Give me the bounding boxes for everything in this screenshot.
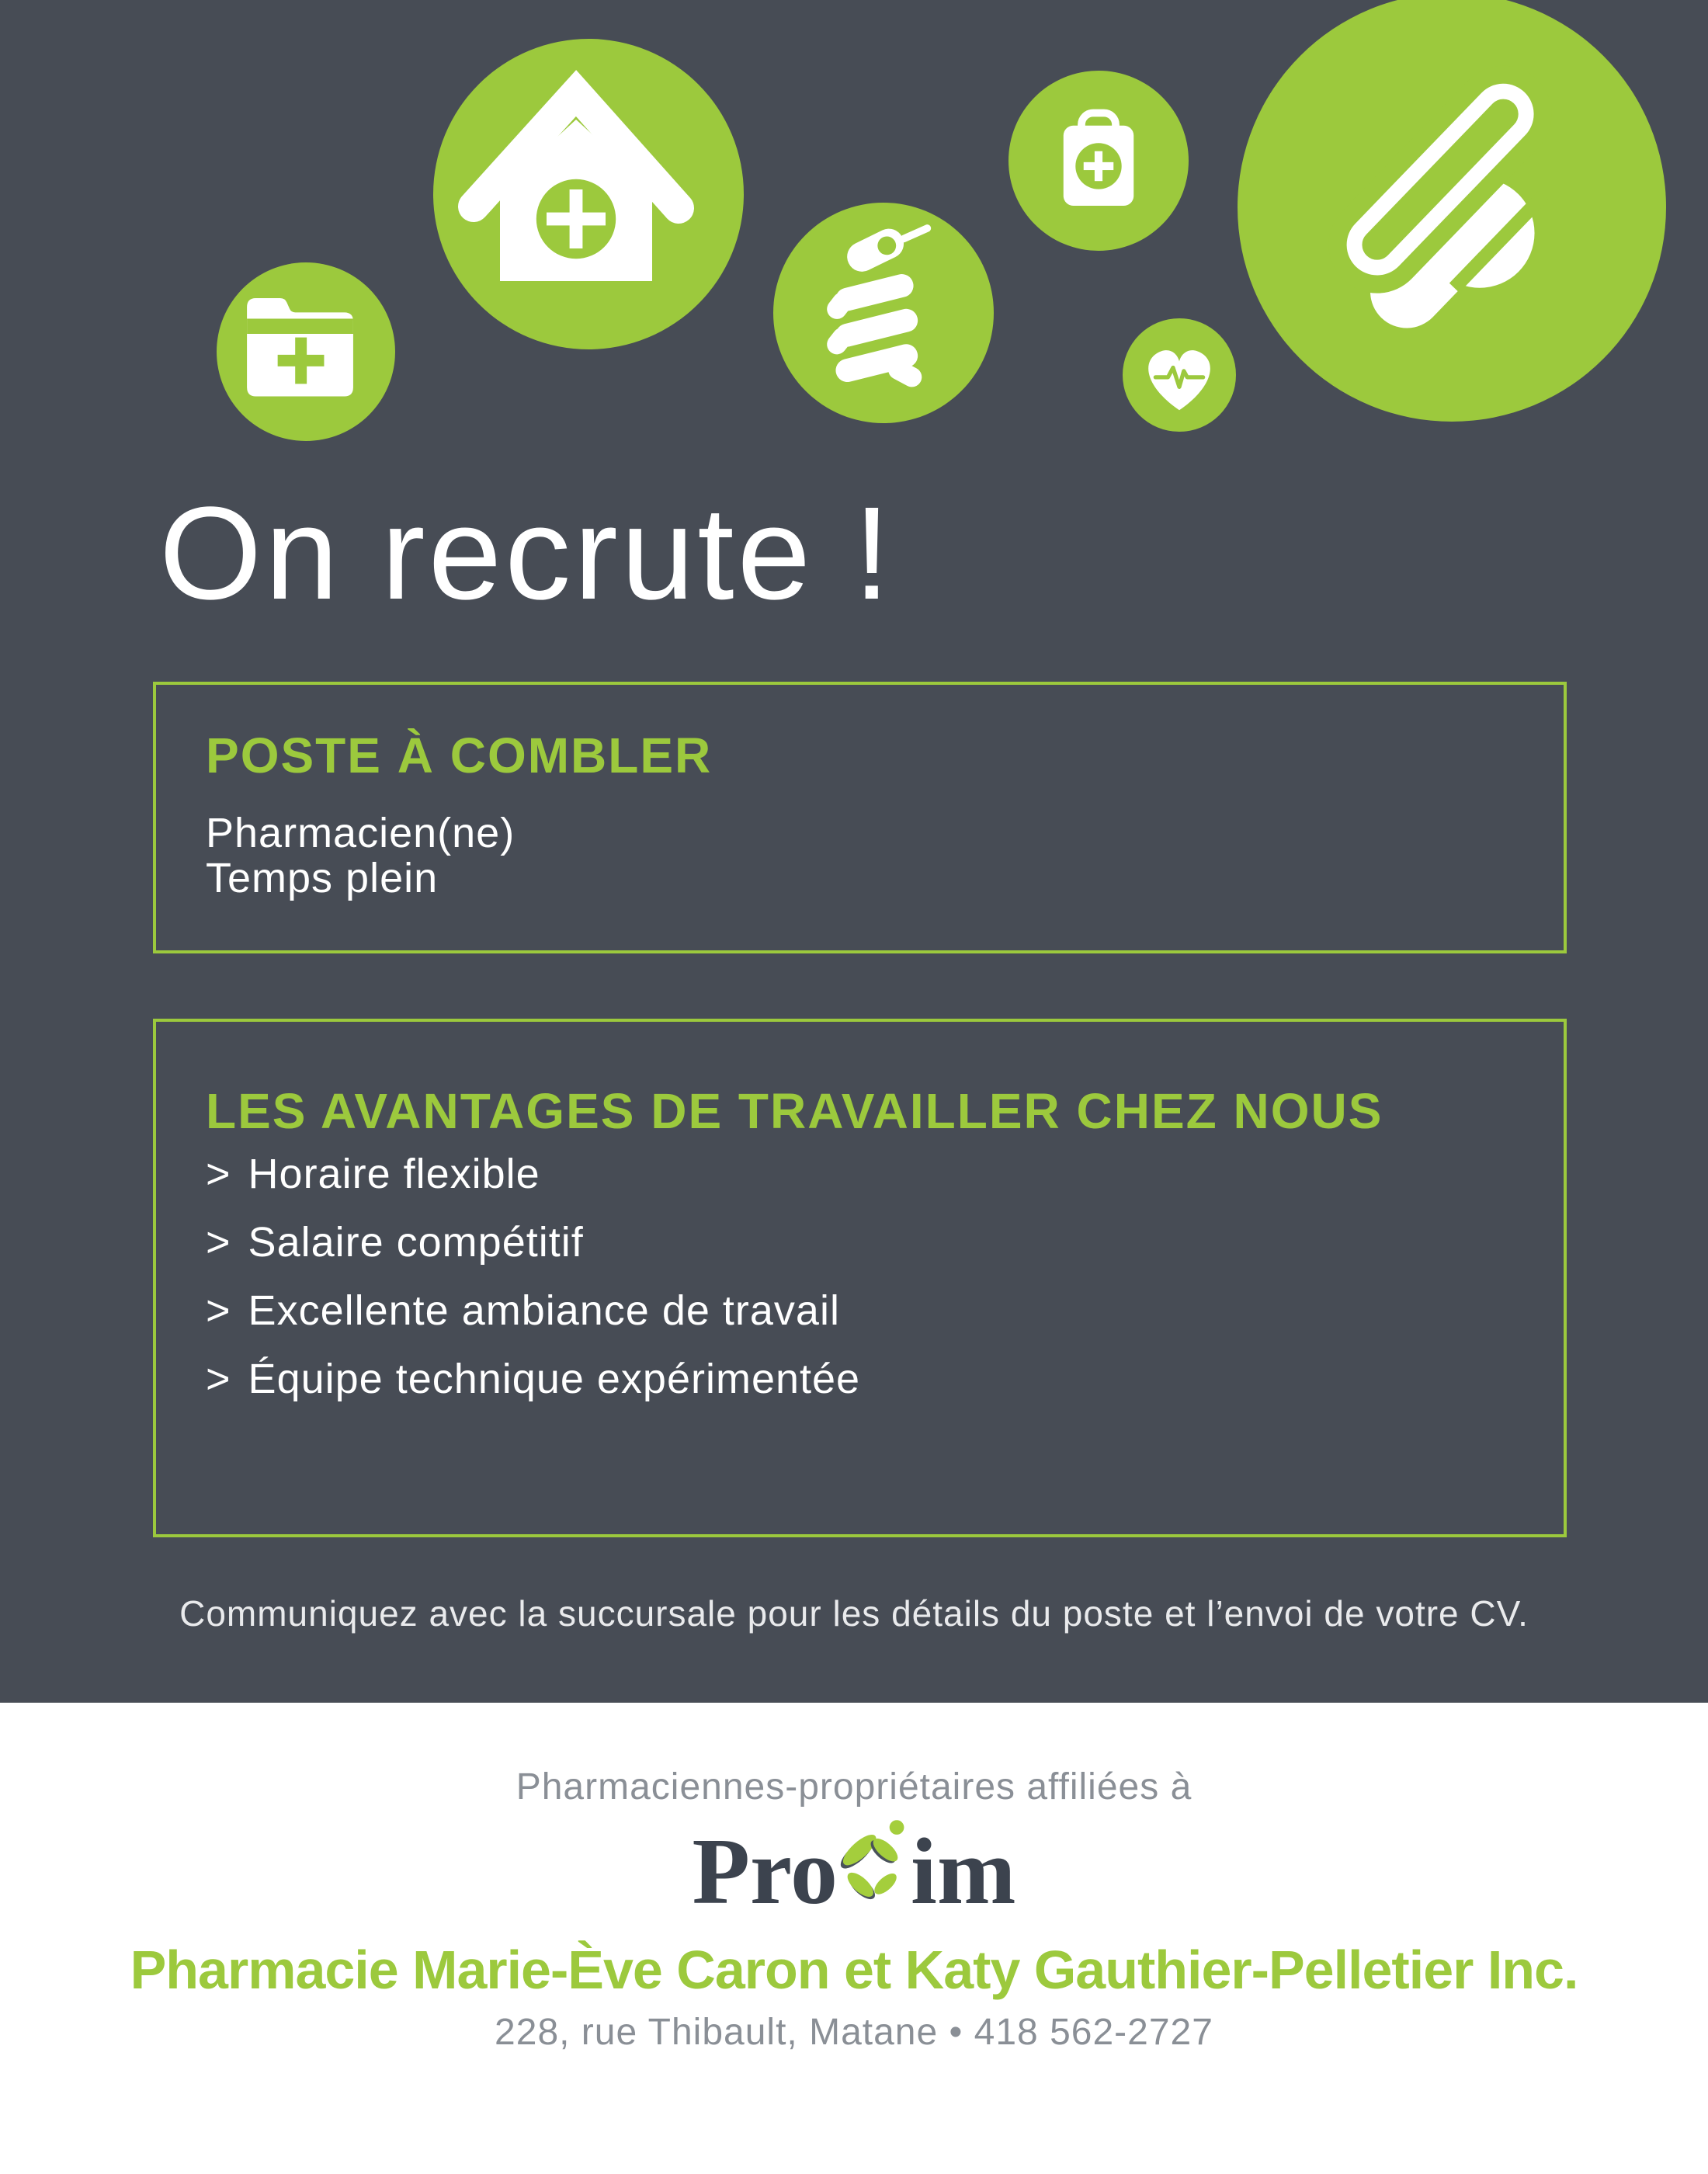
list-item [206,1151,1517,1197]
contact-note: Communiquez avec la succursale pour les détails du poste et l’envoi de votre CV. [179,1593,1529,1634]
proxim-logo-text-post: im [910,1819,1016,1924]
capsule-pill-icon [1238,0,1666,422]
benefits-list [206,1151,1517,1402]
page-title: On recrute ! [159,480,894,627]
proxim-x-leaves-icon [835,1816,915,1928]
avantages-box [153,1019,1567,1537]
folder-plus-icon [217,262,395,441]
poste-box-title: POSTE À COMBLER [206,728,713,783]
benefit-label: Excellente ambiance de travail [248,1287,840,1334]
proxim-logo [0,1810,1708,1934]
asclepius-snake-icon [773,203,994,423]
benefit-label: Salaire compétitif [248,1219,584,1266]
medical-house-icon [433,39,744,349]
first-aid-kit-icon [1008,71,1189,251]
chevron-bullet: > [206,1151,231,1197]
proxim-logo-text-pre: Pro [692,1819,838,1924]
avantages-box-title: LES AVANTAGES DE TRAVAILLER CHEZ NOUS [206,1083,1383,1139]
footer [0,1703,1708,2174]
chevron-bullet: > [206,1356,231,1402]
list-item [206,1356,1517,1402]
chevron-bullet: > [206,1287,231,1334]
list-item [206,1219,1517,1266]
heart-pulse-icon [1123,318,1236,432]
chevron-bullet: > [206,1219,231,1266]
address-line: 228, rue Thibault, Matane • 418 562-2727 [495,2012,1213,2053]
benefit-label: Horaire flexible [248,1151,540,1197]
poste-box [153,682,1567,953]
poste-line-role: Pharmacien(ne) [206,810,516,856]
poste-line-schedule: Temps plein [206,855,439,901]
benefit-label: Équipe technique expérimentée [248,1356,861,1402]
list-item [206,1287,1517,1334]
affiliation-text: Pharmaciennes-propriétaires affiliées à [516,1766,1192,1808]
company-name: Pharmacie Marie-Ève Caron et Katy Gauthier-Pelletier Inc. [130,1940,1578,2000]
